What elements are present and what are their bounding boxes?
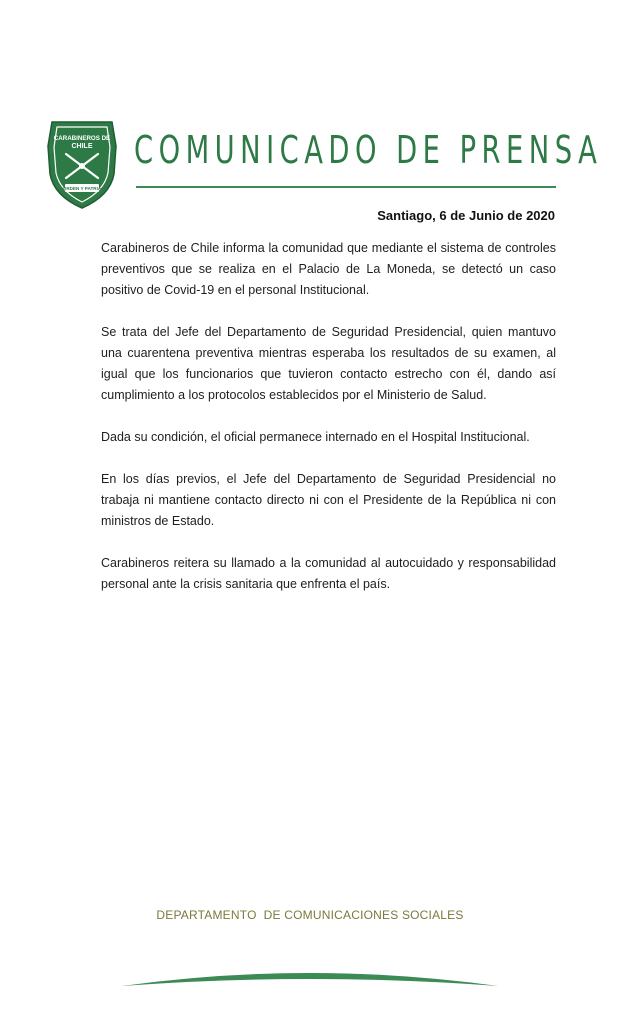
green-swoosh-decoration-icon [120,966,500,994]
title-divider [136,186,556,188]
logo-banner-text: ORDEN Y PATRIA [62,186,102,191]
paragraph-1: Carabineros de Chile informa la comunidad que mediante el sistema de controles preventivos que se realiza en el Palacio de La Moneda, se detectó un caso positivo de Covid-19 en el personal Institucional. [101,241,556,297]
logo-top-text: CARABINEROS DE [53,135,111,142]
paragraph-4: En los días previos, el Jefe del Departamento de Seguridad Presidencial no trabaja ni mantiene contacto directo ni con el Presidente de la República ni con ministros de Estado. [101,472,556,528]
press-release-body [101,238,556,616]
paragraph-3: Dada su condición, el oficial permanece internado en el Hospital Institucional. [101,430,530,444]
page-title: COMUNICADO DE PRENSA [134,128,603,172]
carabineros-shield-icon [44,116,120,212]
footer-department: DEPARTAMENTO DE COMUNICACIONES SOCIALES [156,908,464,922]
date-line: Santiago, 6 de Junio de 2020 [377,208,555,223]
paragraph-2: Se trata del Jefe del Departamento de Seguridad Presidencial, quien mantuvo una cuarentena preventiva mientras esperaba los resultados de su examen, al igual que los funcionarios que tuvieron contacto estrecho con él, dando así cumplimiento a los protocolos establecidos por el Ministerio de Salud. [101,325,556,402]
logo-country-text: CHILE [71,143,93,150]
paragraph-5: Carabineros reitera su llamado a la comunidad al autocuidado y responsabilidad personal ante la crisis sanitaria que enfrenta el país. [101,556,556,591]
